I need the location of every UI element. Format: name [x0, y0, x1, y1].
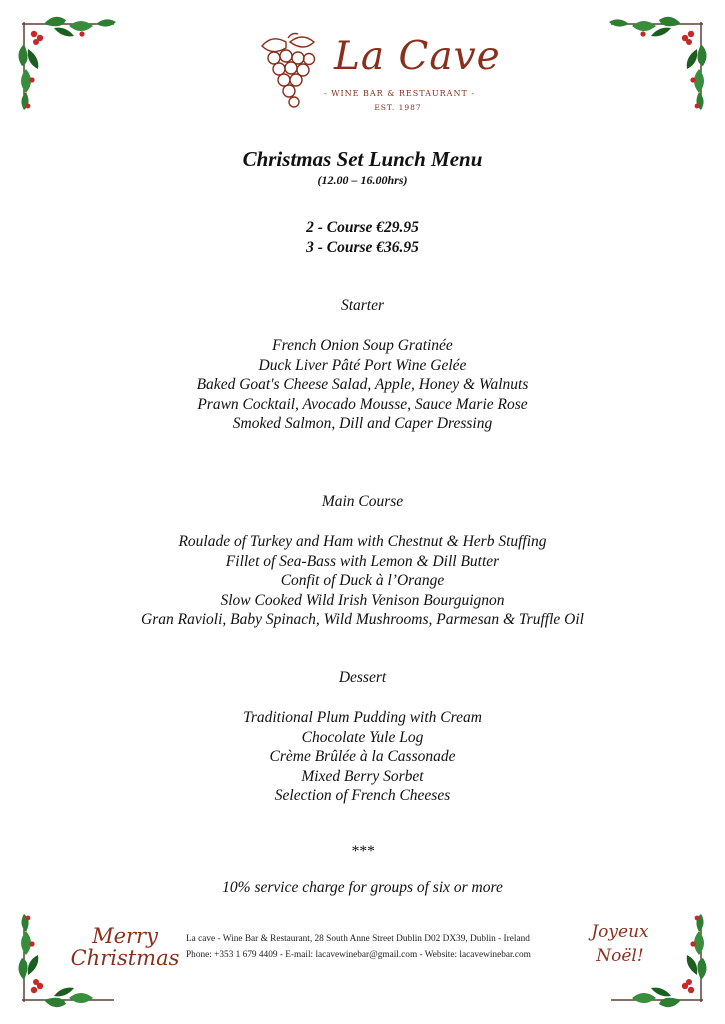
- brand-subtitle: - WINE BAR & RESTAURANT -: [324, 89, 476, 98]
- main-item: Slow Cooked Wild Irish Venison Bourguignon: [220, 592, 505, 609]
- brand-established: EST. 1987: [374, 103, 422, 112]
- greeting-right-line1: Joyeux: [591, 922, 649, 942]
- starter-item: Smoked Salmon, Dill and Caper Dressing: [232, 415, 493, 432]
- starter-item: Baked Goat's Cheese Salad, Apple, Honey & Walnuts: [196, 376, 529, 393]
- price-two-course: 2 - Course €29.95: [306, 219, 419, 236]
- greeting-left-line2: Christmas: [70, 946, 180, 970]
- greeting-right-line2: Noël!: [596, 946, 644, 966]
- dessert-item: Crème Brûlée à la Cassonade: [269, 748, 456, 765]
- merry-christmas-greeting: [70, 925, 180, 969]
- footer-address: La cave - Wine Bar & Restaurant, 28 South Anne Street Dublin D02 DX39, Dublin - Ireland: [186, 934, 530, 944]
- main-item: Confit of Duck à l’Orange: [280, 572, 445, 589]
- menu-hours: (12.00 – 16.00hrs): [317, 173, 408, 187]
- brand-logo: [258, 32, 501, 117]
- main-item: Gran Ravioli, Baby Spinach, Wild Mushrooms, Parmesan & Truffle Oil: [141, 611, 584, 628]
- starter-item: French Onion Soup Gratinée: [272, 337, 453, 354]
- dessert-item: Traditional Plum Pudding with Cream: [243, 709, 482, 726]
- section-heading-starter: Starter: [340, 297, 385, 314]
- joyeux-noel-greeting: [580, 920, 660, 968]
- section-heading-main: Main Course: [321, 493, 404, 510]
- menu-title: Christmas Set Lunch Menu: [242, 147, 483, 171]
- dessert-item: Mixed Berry Sorbet: [301, 768, 424, 785]
- section-heading-dessert: Dessert: [338, 669, 387, 686]
- starter-item: Prawn Cocktail, Avocado Mousse, Sauce Marie Rose: [197, 396, 528, 413]
- holly-top-left-icon: [14, 14, 124, 114]
- grapes-icon: [258, 32, 320, 110]
- separator: ***: [350, 843, 375, 860]
- dessert-item: Selection of French Cheeses: [274, 787, 451, 804]
- footer-contact: Phone: +353 1 679 4409 - E-mail: lacavewinebar@gmail.com - Website: lacavewinebar.com: [186, 950, 531, 960]
- starter-item: Duck Liver Pâté Port Wine Gelée: [258, 357, 467, 374]
- holly-top-right-icon: [601, 14, 711, 114]
- price-three-course: 3 - Course €36.95: [306, 239, 419, 256]
- main-item: Roulade of Turkey and Ham with Chestnut & Herb Stuffing: [178, 533, 547, 550]
- greeting-left-line1: Merry: [92, 924, 158, 948]
- dessert-item: Chocolate Yule Log: [301, 729, 424, 746]
- main-item: Fillet of Sea-Bass with Lemon & Dill Butter: [225, 553, 500, 570]
- brand-name: La Cave: [334, 34, 501, 79]
- service-charge-note: 10% service charge for groups of six or more: [222, 879, 503, 896]
